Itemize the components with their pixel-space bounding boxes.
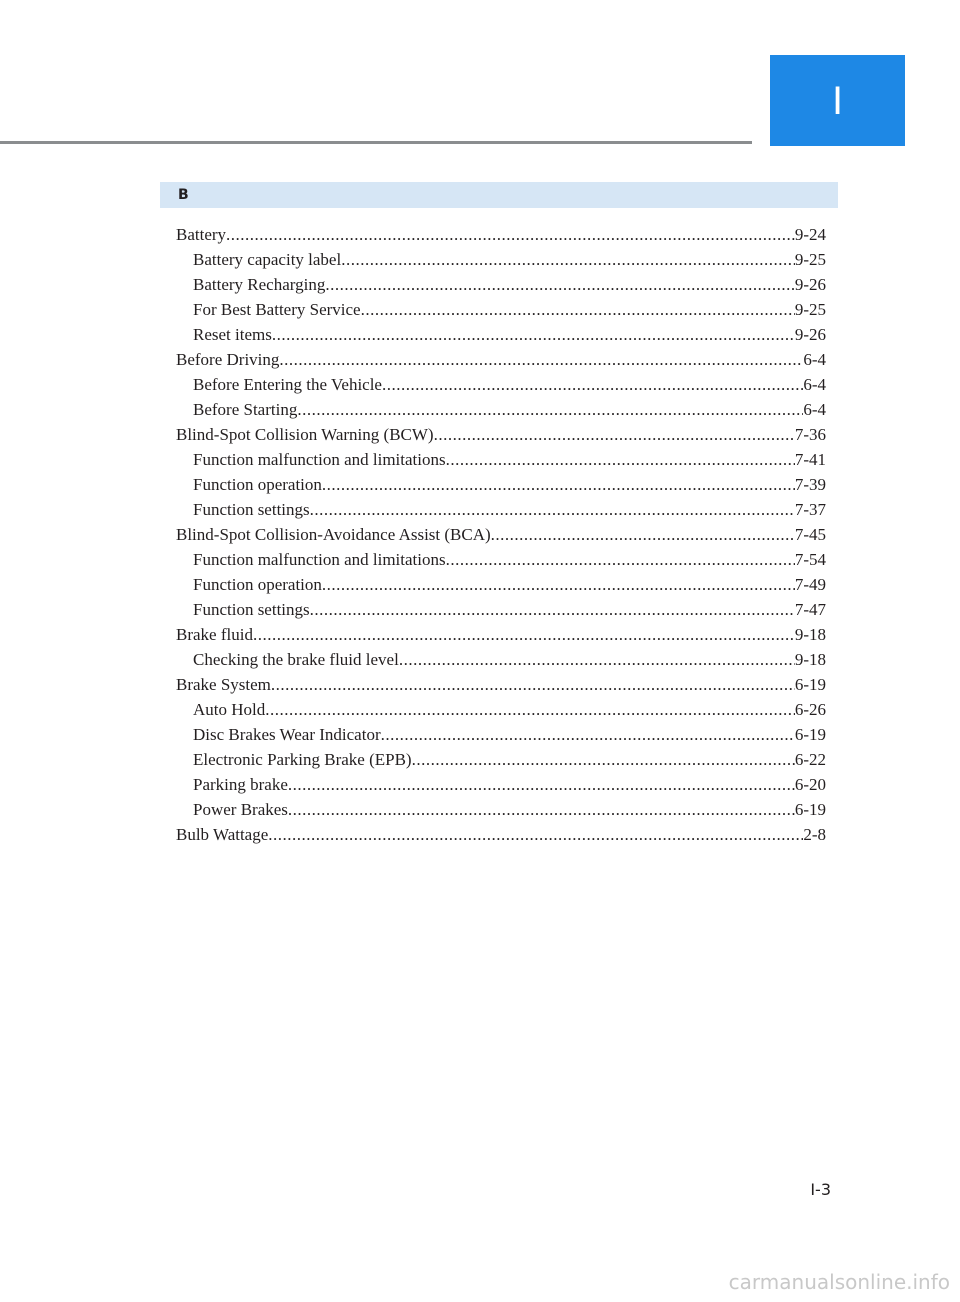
index-term: Brake System [176,675,271,694]
chapter-tab-letter: I [831,78,844,123]
index-page-ref: 6-4 [803,350,826,369]
index-entry [176,297,826,322]
index-entry [176,822,826,847]
index-entry [176,322,826,347]
index-page-ref: 9-26 [794,275,826,294]
dot-leader [310,497,795,522]
dot-leader [310,597,795,622]
index-term: Power Brakes [193,800,288,819]
index-term: Battery Recharging [193,275,326,294]
index-page-ref: 6-22 [794,750,826,769]
index-entry [176,622,826,647]
index-entry [176,397,826,422]
index-entry [176,472,826,497]
index-term: Function settings [193,500,310,519]
dot-leader [226,222,795,247]
index-entry [176,572,826,597]
index-entry [176,272,826,297]
dot-leader [434,422,795,447]
page-number: I-3 [810,1180,831,1199]
dot-leader [341,247,795,272]
index-entry [176,447,826,472]
index-term: Checking the brake fluid level [193,650,399,669]
section-header [160,182,838,208]
dot-leader [322,472,795,497]
index-term: Function operation [193,575,322,594]
index-term: Blind-Spot Collision-Avoidance Assist (BCA) [176,525,491,544]
index-term: Battery [176,225,227,244]
dot-leader [382,372,803,397]
index-term: Auto Hold [193,700,266,719]
index-page-ref: 6-4 [803,375,826,394]
dot-leader [361,297,795,322]
index-entry [176,497,826,522]
index-entry [176,722,826,747]
index-page-ref: 9-18 [794,650,826,669]
index-term: Before Driving [176,350,280,369]
index-term: Function malfunction and limitations [193,450,446,469]
index-term: Disc Brakes Wear Indicator [193,725,381,744]
index-term: Function settings [193,600,310,619]
index-term: Function malfunction and limitations [193,550,446,569]
dot-leader [446,447,795,472]
index-page-ref: 7-47 [794,600,826,619]
index-entry [176,222,826,247]
section-letter: B [178,187,189,203]
index-term: Function operation [193,475,322,494]
index-list [176,222,826,847]
dot-leader [268,822,803,847]
index-term: Electronic Parking Brake (EPB) [193,750,412,769]
dot-leader [288,797,795,822]
index-entry [176,547,826,572]
header-rule [0,141,752,144]
index-page-ref: 7-41 [794,450,826,469]
index-page-ref: 6-19 [794,675,826,694]
index-term: Before Entering the Vehicle [193,375,382,394]
index-entry [176,697,826,722]
watermark: carmanualsonline.info [728,1270,950,1294]
index-page-ref: 7-37 [794,500,826,519]
index-entry [176,347,826,372]
index-entry [176,597,826,622]
index-term: Battery capacity label [193,250,342,269]
dot-leader [446,547,795,572]
index-page-ref: 6-19 [794,725,826,744]
dot-leader [399,647,795,672]
dot-leader [381,722,795,747]
index-entry [176,747,826,772]
index-page-ref: 6-26 [794,700,826,719]
chapter-tab [770,55,905,146]
dot-leader [279,347,803,372]
index-entry [176,772,826,797]
dot-leader [265,697,795,722]
index-page-ref: 6-4 [803,400,826,419]
index-page-ref: 6-20 [794,775,826,794]
index-page-ref: 2-8 [803,825,826,844]
index-entry [176,247,826,272]
index-page-ref: 6-19 [794,800,826,819]
dot-leader [297,397,803,422]
dot-leader [271,672,795,697]
index-page-ref: 9-25 [794,300,826,319]
index-page-ref: 9-18 [794,625,826,644]
index-page-ref: 9-24 [794,225,826,244]
index-page-ref: 9-26 [794,325,826,344]
index-term: Before Starting [193,400,298,419]
index-entry [176,797,826,822]
dot-leader [491,522,795,547]
index-page-ref: 7-36 [794,425,826,444]
dot-leader [272,322,795,347]
index-term: Brake fluid [176,625,253,644]
index-page-ref: 7-39 [794,475,826,494]
index-term: For Best Battery Service [193,300,361,319]
dot-leader [288,772,795,797]
index-term: Reset items [193,325,272,344]
dot-leader [412,747,795,772]
index-entry [176,522,826,547]
index-page-ref: 9-25 [794,250,826,269]
index-page-ref: 7-49 [794,575,826,594]
index-page-ref: 7-54 [794,550,826,569]
index-entry [176,372,826,397]
index-page-ref: 7-45 [794,525,826,544]
index-term: Bulb Wattage [176,825,269,844]
dot-leader [325,272,794,297]
index-term: Parking brake [193,775,288,794]
index-entry [176,672,826,697]
dot-leader [253,622,795,647]
dot-leader [322,572,795,597]
index-entry [176,647,826,672]
index-entry [176,422,826,447]
index-term: Blind-Spot Collision Warning (BCW) [176,425,434,444]
